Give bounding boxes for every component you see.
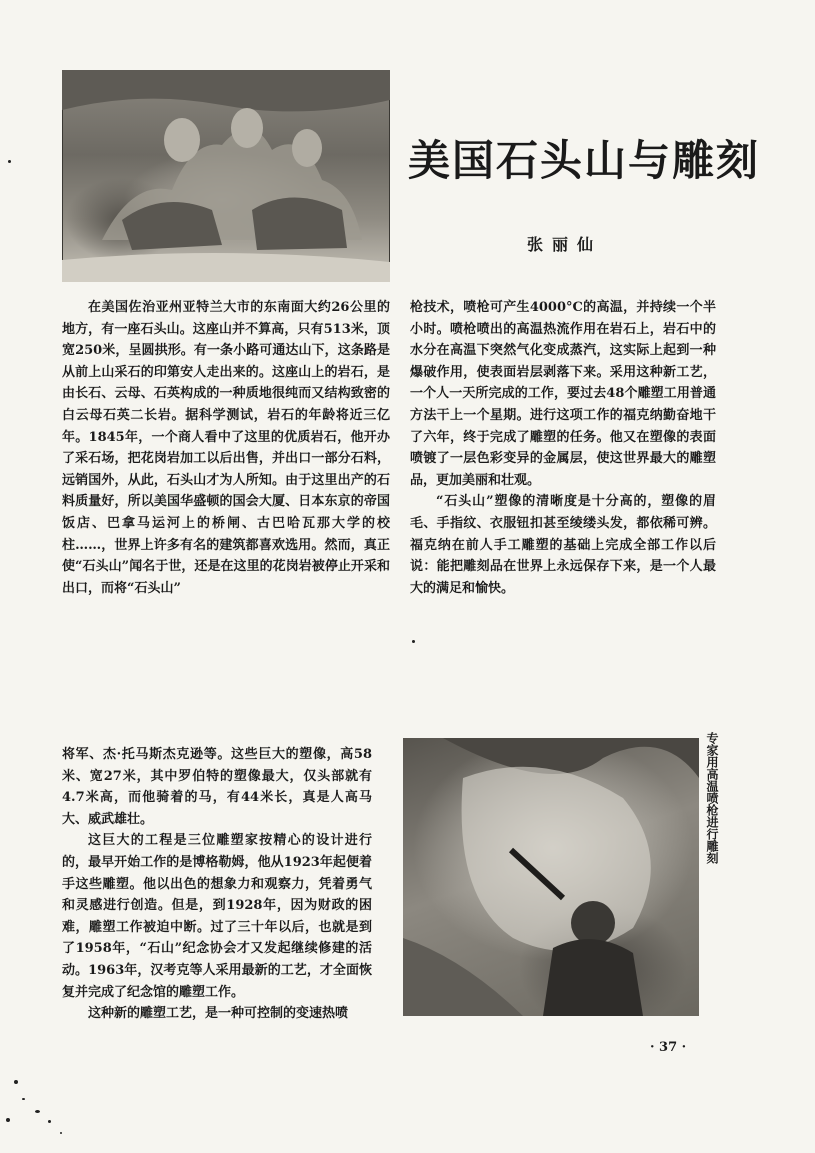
text-column-bottom-left [62, 744, 372, 1025]
sculptor-image [403, 738, 699, 1016]
paragraph: 这种新的雕塑工艺，是一种可控制的变速热喷 [88, 1006, 349, 1022]
relief-figures-image [62, 70, 390, 282]
paragraph: 这巨大的工程是三位雕塑家按精心的设计进行的，最早开始工作的是博格勒姆，他从1923年起便着手这些雕塑。他以出色的想象力和观察力，凭着勇气和灵感进行创造。但是，到1928年，因为财政的困难，雕塑工作被迫中断。过了三十年以后，也就是到了1958年，“石山”纪念协会才又发起继续修建的活动。1963年，汉考克等人采用最新的工艺，才全面恢复并完成了纪念馆的雕塑工作。 [62, 833, 372, 1000]
page-number: · 37 · [650, 1040, 687, 1055]
stone-mountain-relief-photo [62, 70, 390, 282]
scan-speck [14, 1080, 18, 1084]
photo-caption: 专家用高温喷枪进行雕刻 [705, 732, 719, 864]
scan-speck [412, 640, 415, 643]
scan-speck [60, 1132, 62, 1134]
paragraph: 在美国佐治亚州亚特兰大市的东南面大约26公里的地方，有一座石头山。这座山并不算高，只有513米，顶宽250米，呈圆拱形。有一条小路可通达山下，这条路是从前上山采石的印第安人走出来的。这座山上的岩石，是由长石、云母、石英构成的一种质地很纯而又结构致密的白云母石英二长岩。据科学测试，岩石的年龄将近三亿年。1845年，一个商人看中了这里的优质岩石，他开办了采石场，把花岗岩加工以后出售，并出口一部分石料，远销国外，从此，石头山才为人所知。由于这里出产的石料质量好，所以美国华盛顿的国会大厦、日本东京的帝国饭店、巴拿马运河上的桥闸、古巴哈瓦那大学的校柱……，世界上许多有名的建筑都喜欢选用。然而，真正使“石头山”闻名于世，还是在这里的花岗岩被停止开采和出口，而将“石头山” [62, 300, 390, 596]
scan-speck [8, 160, 11, 163]
paragraph: 将军、杰·托马斯杰克逊等。这些巨大的塑像，高58米、宽27米，其中罗伯特的塑像最大，仅头部就有4.7米高，而他骑着的马，有44米长，真是人高马大、威武雄壮。 [62, 747, 372, 827]
paragraph: “石头山”塑像的清晰度是十分高的，塑像的眉毛、手指纹、衣服钮扣甚至绫缕头发，都依稀可辨。福克纳在前人手工雕塑的基础上完成全部工作以后说：能把雕刻品在世界上永远保存下来，是一个人最大的满足和愉快。 [410, 494, 716, 596]
scan-speck [35, 1110, 40, 1113]
scan-speck [48, 1120, 51, 1123]
text-column-top-right [410, 297, 716, 599]
article-title: 美国石头山与雕刻 [408, 136, 761, 185]
scan-speck [22, 1098, 25, 1100]
article-author: 张丽仙 [527, 235, 603, 254]
scan-speck [6, 1118, 10, 1122]
paragraph: 枪技术，喷枪可产生4000°C的高温，并持续一个半小时。喷枪喷出的高温热流作用在岩石上，岩石中的水分在高温下突然气化变成蒸汽，这实际上起到一种爆破作用，使表面岩层剥落下来。采用这种新工艺，一个人一天所完成的工作，要过去48个雕塑工用普通方法干上一个星期。进行这项工作的福克纳勤奋地干了六年，终于完成了雕塑的任务。他又在塑像的表面喷镀了一层色彩变异的金属层，使这世界最大的雕塑品，更加美丽和壮观。 [410, 300, 716, 488]
sculptor-spraying-photo [403, 738, 699, 1016]
text-column-top-left [62, 297, 390, 599]
